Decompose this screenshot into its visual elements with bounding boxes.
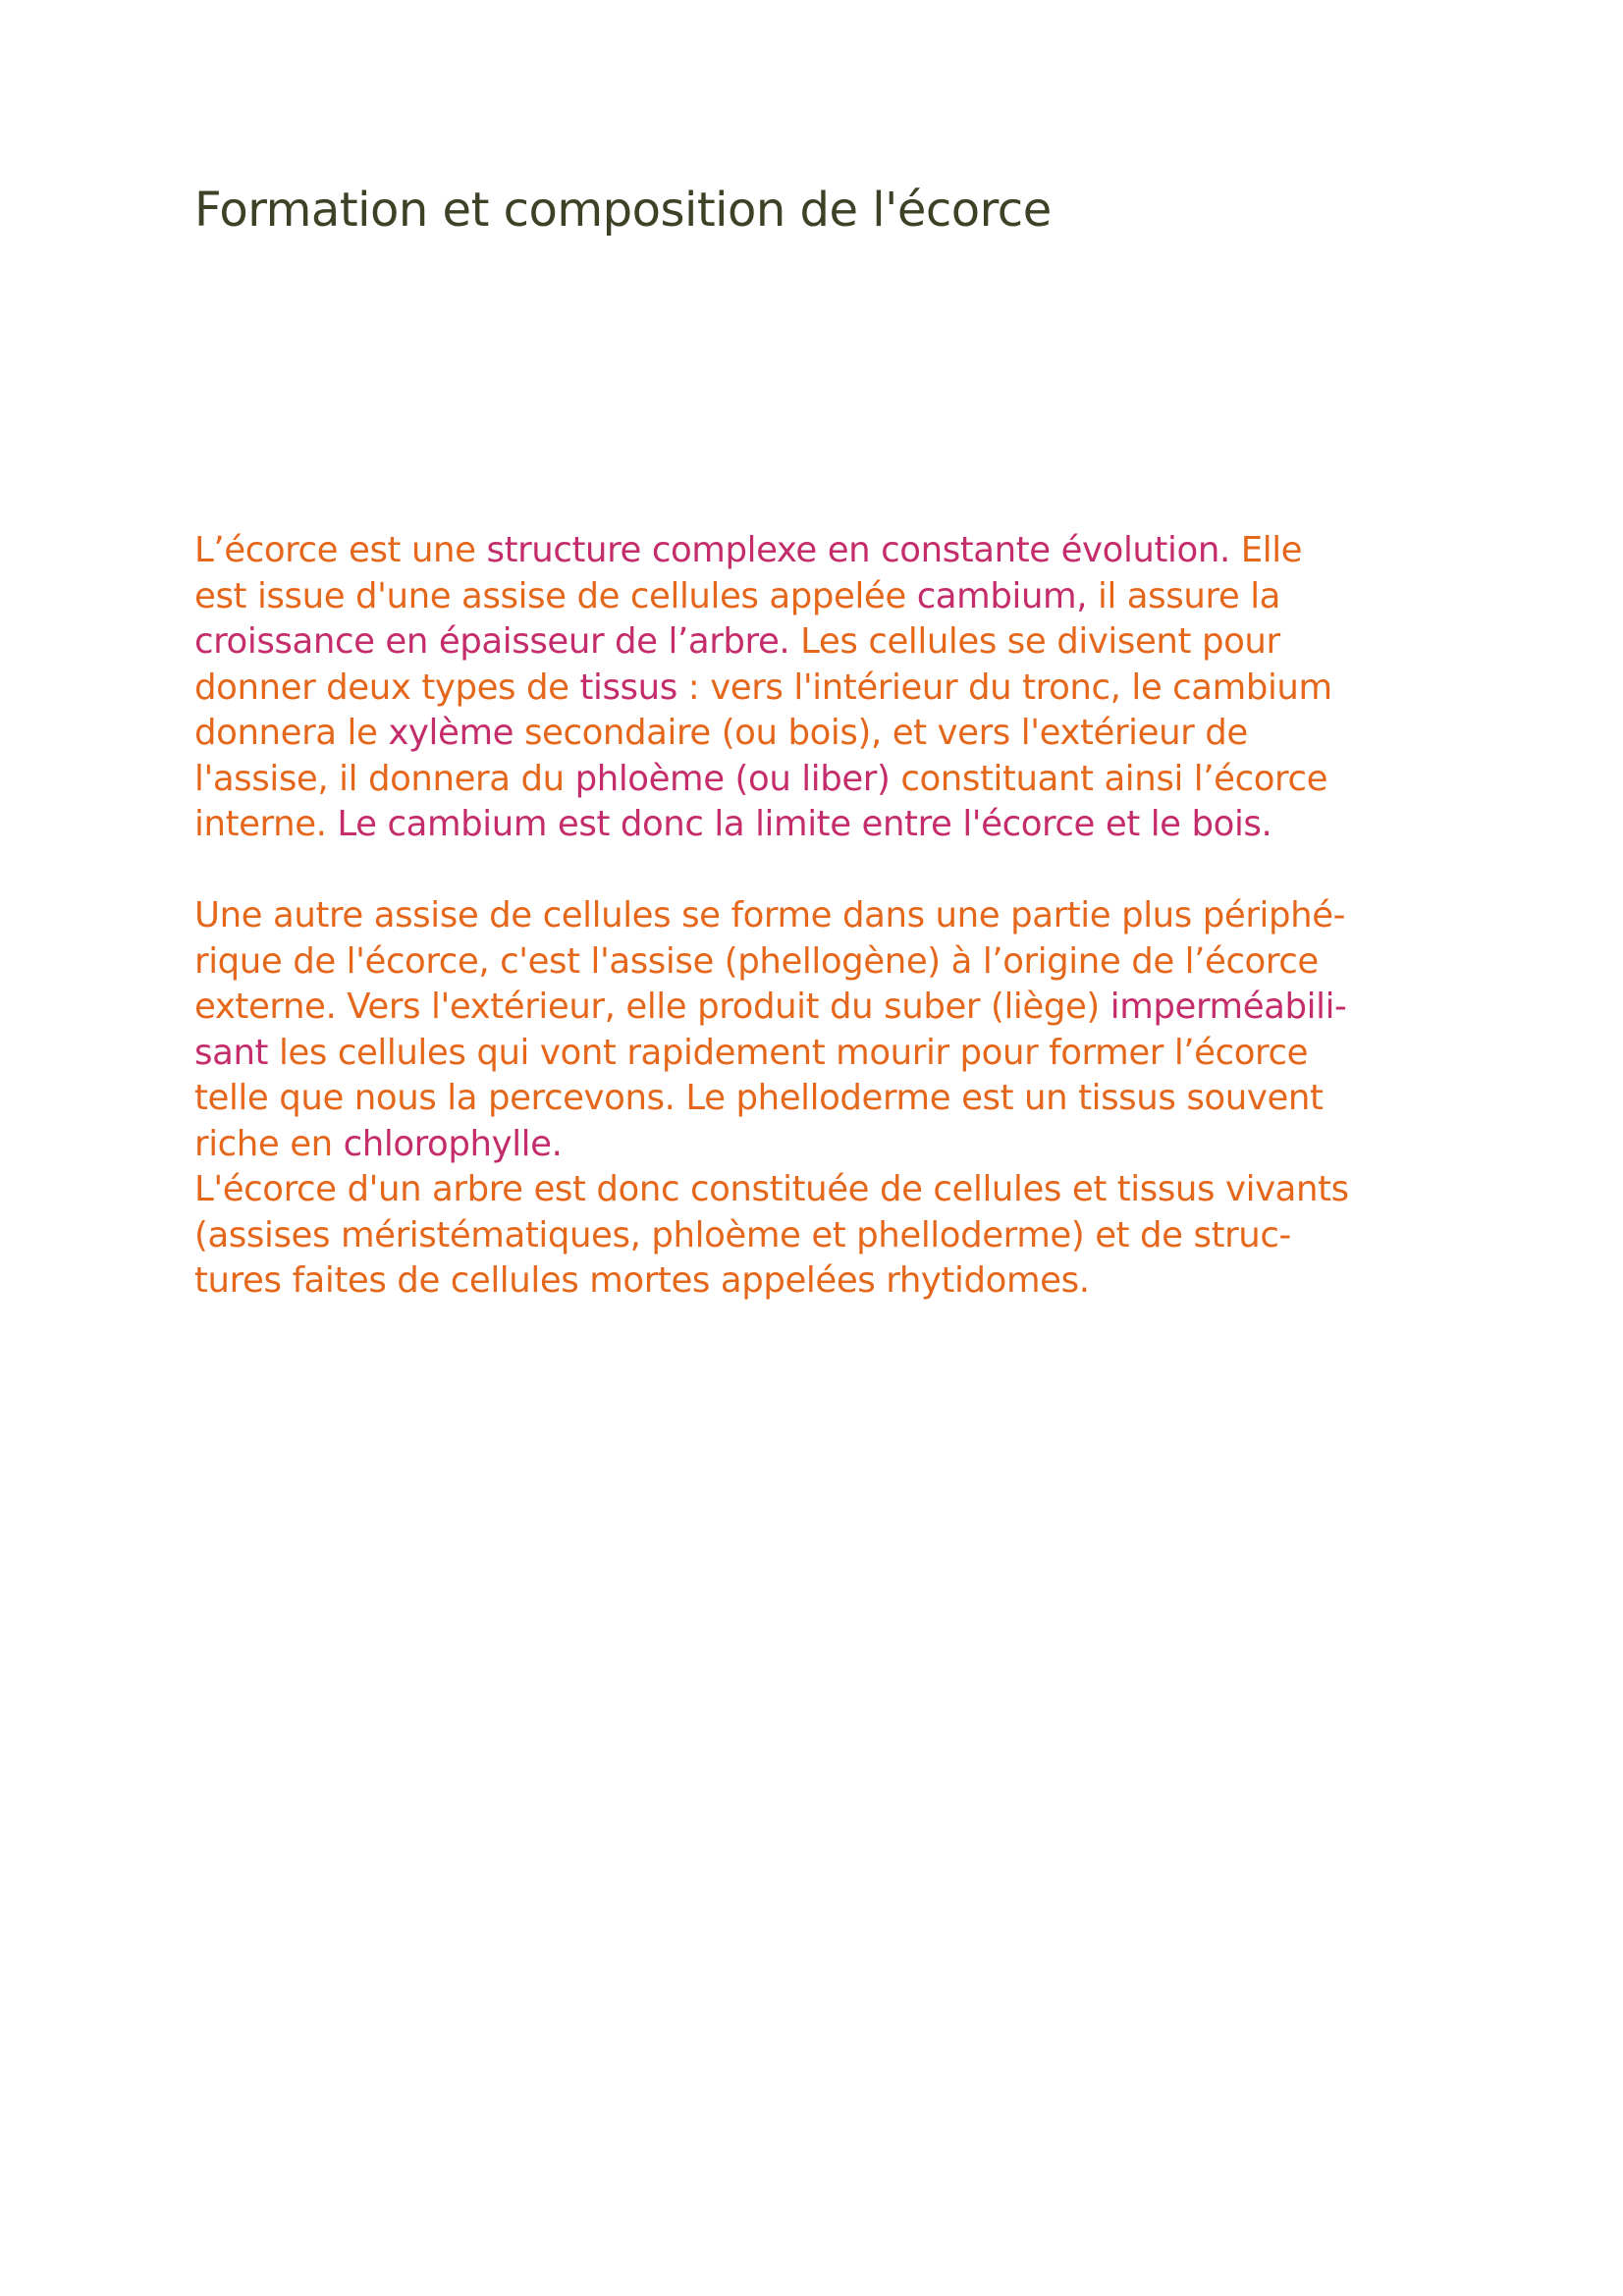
text-line bbox=[194, 1076, 1471, 1122]
body-text-run: donnera le bbox=[194, 713, 389, 753]
body-text-run: telle que nous la percevons. Le phelloderme est un tissus souvent bbox=[194, 1078, 1324, 1118]
highlighted-text: chlorophylle. bbox=[343, 1123, 563, 1164]
body-text-run: l'assise, il donnera du bbox=[194, 758, 575, 799]
paragraph bbox=[194, 893, 1471, 1305]
body-text-run: tures faites de cellules mortes appelées rhytidomes. bbox=[194, 1260, 1090, 1301]
body-text-run: L’écorce est une bbox=[194, 530, 487, 570]
highlighted-text: phloème (ou liber) bbox=[574, 758, 891, 799]
body-text-run: L'écorce d'un arbre est donc constituée de cellules et tissus vivants bbox=[194, 1169, 1349, 1209]
text-line bbox=[194, 1258, 1471, 1305]
body-text-run: est issue d'une assise de cellules appelée bbox=[194, 575, 917, 616]
highlighted-text: sant bbox=[194, 1032, 269, 1073]
body-text-run: les cellules qui vont rapidement mourir pour former l’écorce bbox=[268, 1032, 1309, 1073]
body-text-run: externe. Vers l'extérieur, elle produit du suber (liège) bbox=[194, 987, 1110, 1027]
text-line bbox=[194, 1213, 1471, 1259]
body-text-run: Les cellules se divisent pour bbox=[789, 621, 1280, 662]
text-line bbox=[194, 619, 1471, 666]
text-line bbox=[194, 757, 1471, 803]
text-line bbox=[194, 711, 1471, 757]
highlighted-text: xylème bbox=[388, 713, 514, 753]
body-text-run: interne. bbox=[194, 804, 338, 844]
body-text-run: constituant ainsi l’écorce bbox=[890, 758, 1328, 799]
body-text bbox=[194, 528, 1471, 1305]
text-line bbox=[194, 802, 1471, 848]
body-text-run: secondaire (ou bois), et vers l'extérieur de bbox=[514, 713, 1248, 753]
body-text-run: il assure la bbox=[1087, 575, 1281, 616]
text-line bbox=[194, 893, 1471, 939]
text-line bbox=[194, 528, 1471, 574]
highlighted-text: Le cambium est donc la limite entre l'écorce et le bois. bbox=[337, 804, 1272, 844]
body-text-run: Elle bbox=[1240, 530, 1303, 570]
body-text-run: rique de l'écorce, c'est l'assise (phellogène) à l’origine de l’écorce bbox=[194, 940, 1319, 982]
body-text-run: riche en bbox=[194, 1123, 344, 1164]
highlighted-text: imperméabili- bbox=[1109, 987, 1347, 1027]
text-line bbox=[194, 1031, 1471, 1077]
body-text-run: donner deux types de bbox=[194, 667, 580, 708]
highlighted-text: cambium, bbox=[916, 575, 1088, 616]
highlighted-text: croissance en bbox=[194, 621, 439, 662]
text-line bbox=[194, 1167, 1471, 1213]
body-text-run: (assises méristématiques, phloème et phelloderme) et de struc- bbox=[194, 1214, 1291, 1255]
text-line bbox=[194, 1122, 1471, 1168]
text-line bbox=[194, 574, 1471, 620]
text-line bbox=[194, 666, 1471, 712]
highlighted-text: épaisseur de l’arbre. bbox=[438, 621, 790, 662]
text-line bbox=[194, 939, 1471, 986]
text-line bbox=[194, 985, 1471, 1031]
highlighted-text: structure complexe en constante évolution. bbox=[486, 530, 1241, 570]
highlighted-text: tissus bbox=[579, 667, 677, 708]
body-text-run: : vers l'intérieur du tronc, le cambium bbox=[676, 667, 1332, 708]
body-text-run: Une autre assise de cellules se forme dans une partie plus périphé- bbox=[194, 895, 1346, 935]
paragraph-gap bbox=[194, 848, 1471, 894]
page-title: Formation et composition de l'écorce bbox=[194, 183, 1052, 238]
paragraph bbox=[194, 528, 1471, 848]
